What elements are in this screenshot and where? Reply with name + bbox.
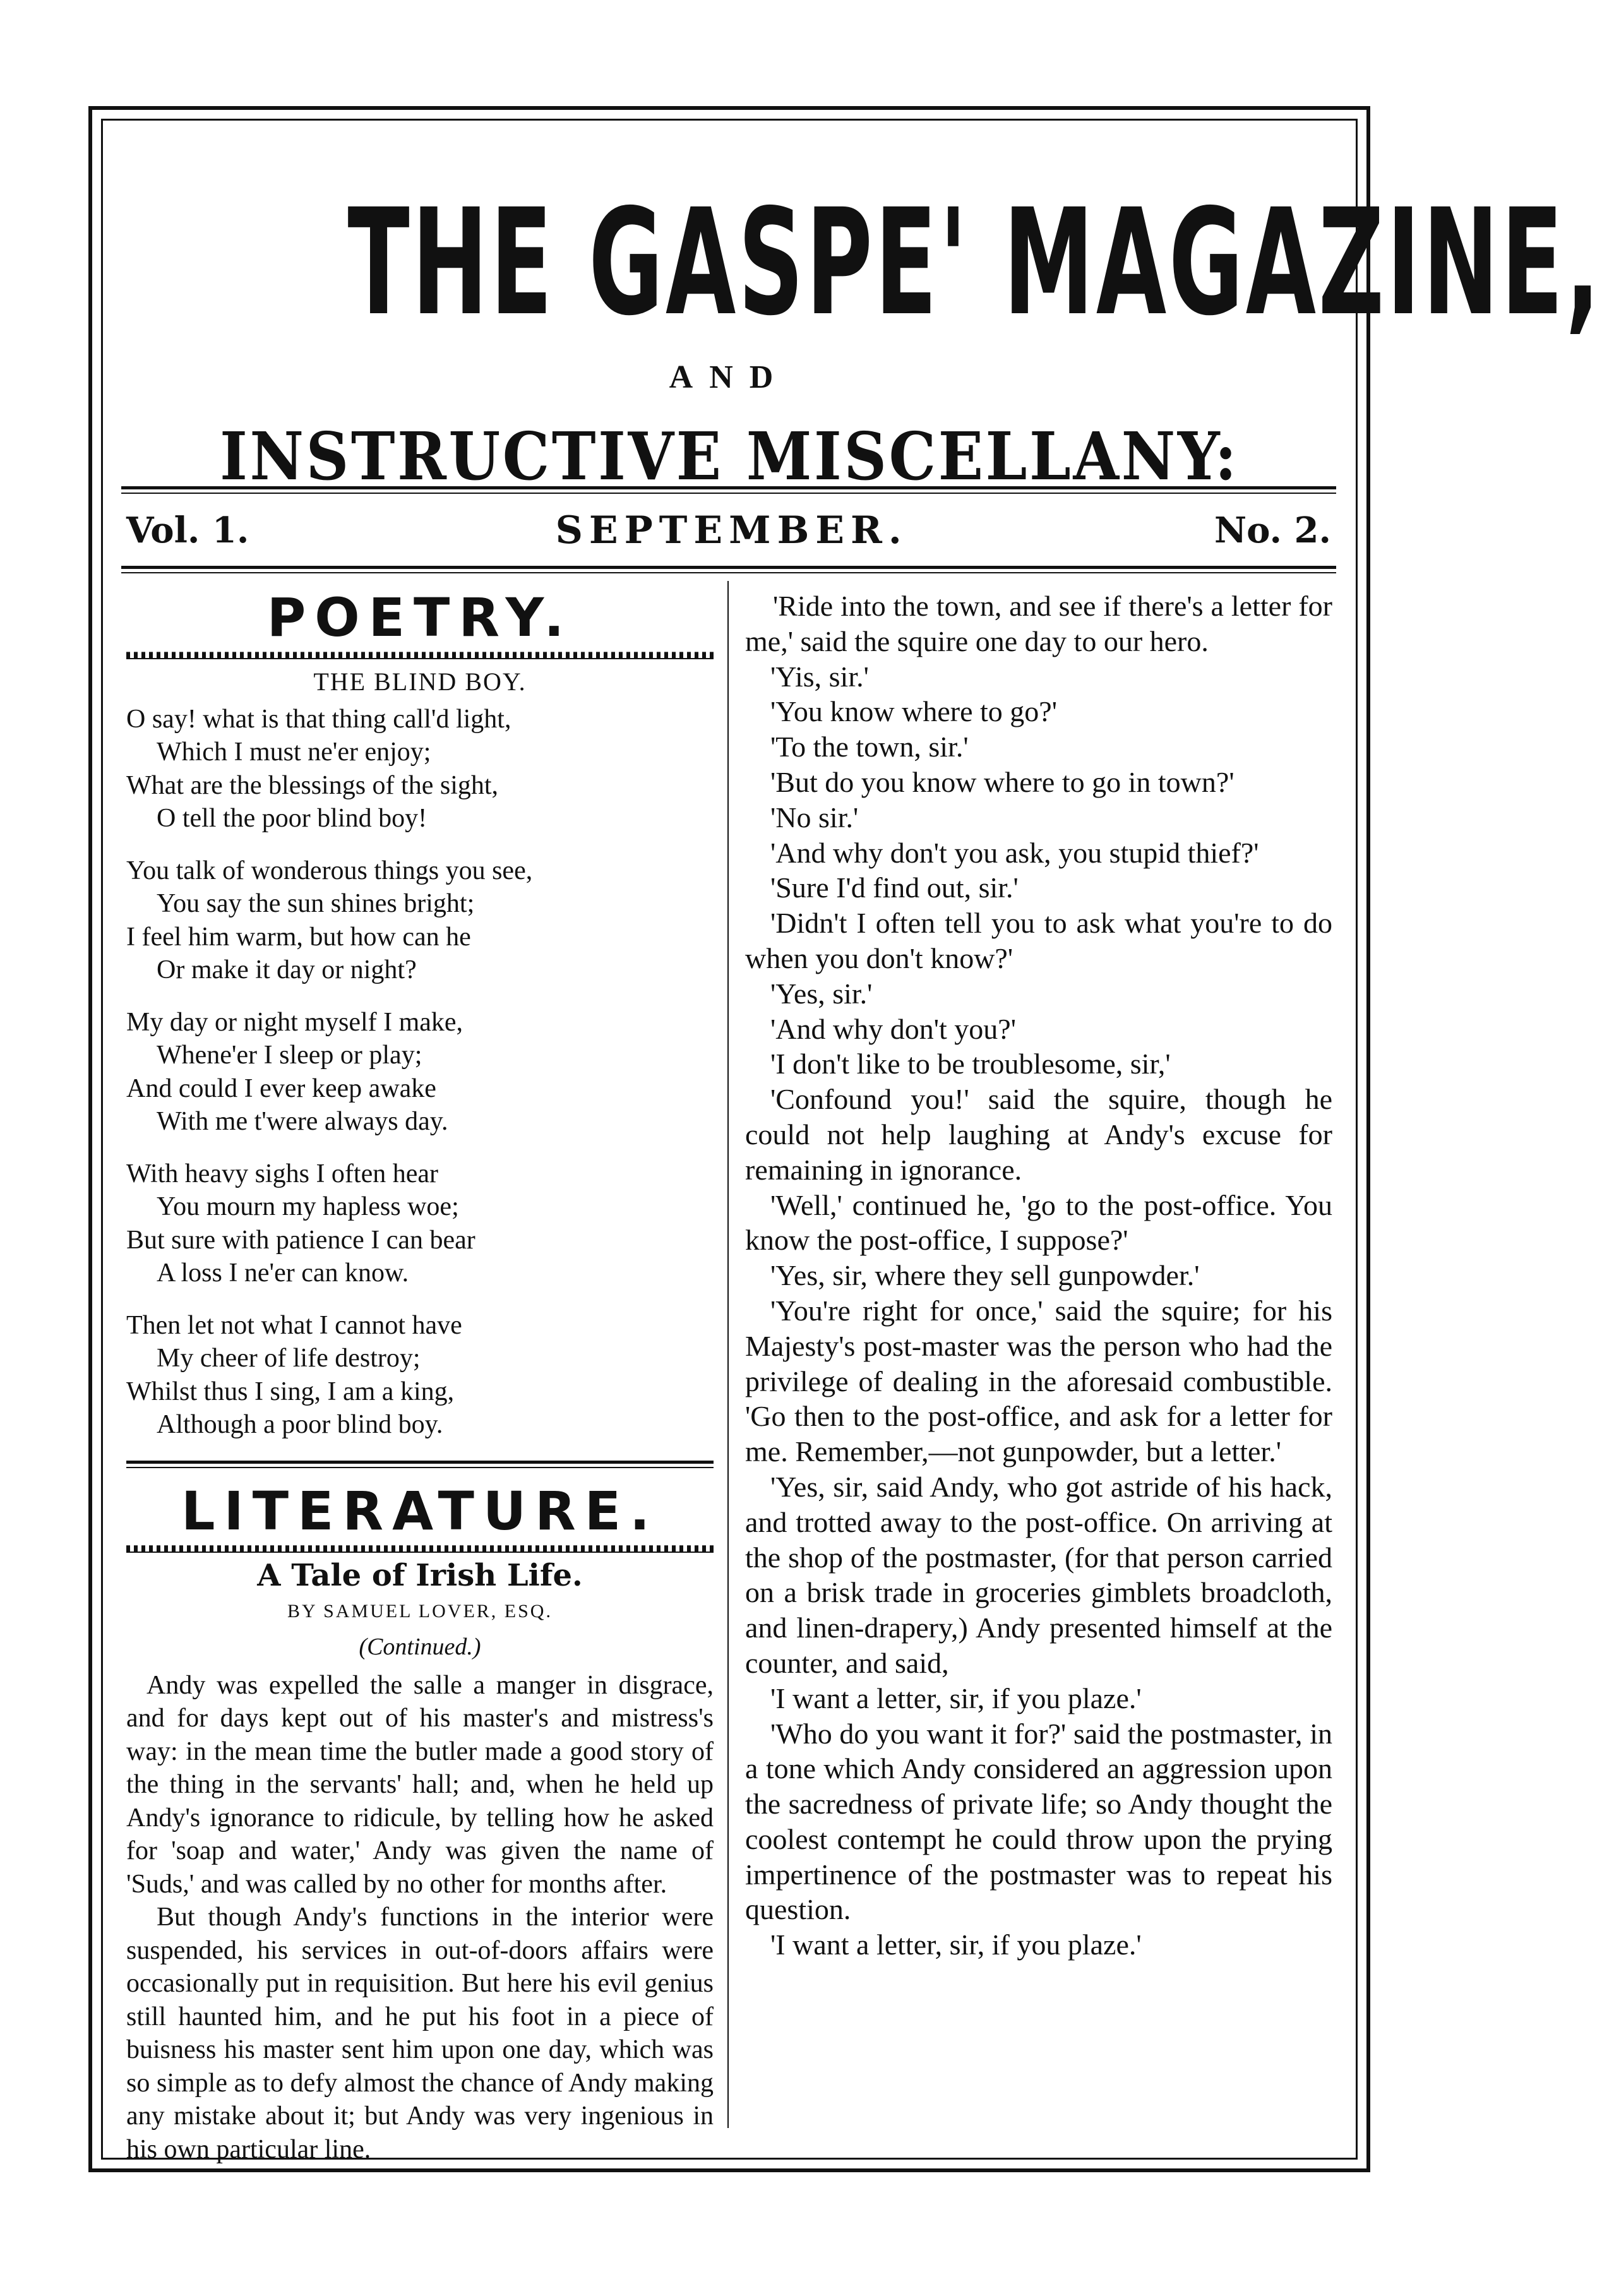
magazine-subtitle: INSTRUCTIVE MISCELLANY: [220,417,1239,495]
story-paragraph: 'Didn't I often tell you to ask what you're to do when you don't know?' [745,907,1332,974]
literature-heading: LITERATURE. [181,1480,659,1542]
poem-line: O tell the poor blind boy! [157,804,427,834]
section-rule [126,1461,714,1468]
literature-divider [126,1545,714,1553]
story-paragraph: But though Andy's functions in the interior were suspended, his services in out-of-doors affairs were occasionally put in requisition. But here his evil genius still haunted him, and he put his foot in a piece of buisness his master sent him upon one day, which was so simple as to defy almost the chance of Andy making any mistake about it; but Andy was very ingenious in his own particular line. [126,1903,714,2164]
poem-line: With heavy sighs I often hear [126,1159,438,1188]
masthead-rule-top [121,486,1336,494]
poetry-heading: POETRY. [266,587,573,649]
story-paragraph: 'You're right for once,' said the squire; for his Majesty's post-master was the person who had the privilege of dealing in the aforesaid combustible. 'Go then to the post-office, and ask for a letter for me. Remember,—not gunpowder, but a letter.' [745,1294,1332,1468]
poem-line: A loss I ne'er can know. [157,1259,409,1288]
poem-stanza [126,703,714,835]
poem-line: O say! what is that thing call'd light, [126,704,511,734]
poem-stanza [126,1006,714,1139]
story-paragraph: Andy was expelled the salle a manger in disgrace, and for days kept out of his master's and mistress's way: in the mean time the butler made a good story of the thing in the servants' hall; and, when he held up Andy's ignorance to ridicule, by telling how he asked for 'soap and water,' Andy was given the name of 'Suds,' and was called by no other for months after. [126,1670,714,1899]
story-paragraph: 'Yes, sir.' [770,977,873,1010]
poem-title: THE BLIND BOY. [313,667,527,697]
story-paragraph: 'Who do you want it for?' said the postmaster, in a tone which Andy considered an aggression upon the sacredness of private life; so Andy thought the coolest contempt he could throw upon the prying impertinence of the postmaster was to repeat his question. [745,1717,1332,1926]
poem-line: Whilst thus I sing, I am a king, [126,1377,455,1406]
masthead-rule-bottom [121,566,1336,573]
story-paragraph: 'I want a letter, sir, if you plaze.' [770,1682,1142,1714]
story-paragraph: 'But do you know where to go in town?' [770,765,1234,798]
volume-label: Vol. 1. [126,510,249,551]
poem-line: My cheer of life destroy; [157,1344,421,1373]
poem-line: And could I ever keep awake [126,1073,436,1103]
masthead-and: AND [669,359,790,395]
poem-line: You say the sun shines bright; [157,889,475,919]
masthead [114,177,1602,495]
story-paragraph: 'Yis, sir.' [770,660,869,693]
poem-stanza [126,1309,714,1442]
story-paragraph: 'Confound you!' said the squire, though he could not help laughing at Andy's excuse for remaining in ignorance. [745,1083,1332,1186]
story-paragraph: 'And why don't you ask, you stupid thief?' [770,836,1259,869]
poem-line: I feel him warm, but how can he [126,922,471,952]
poem-line: My day or night myself I make, [126,1007,463,1037]
story-paragraph: 'And why don't you?' [770,1012,1017,1045]
poem-stanza [126,854,714,987]
story-paragraph: 'I want a letter, sir, if you plaze.' [770,1928,1142,1961]
story-paragraph: 'No sir.' [770,801,859,834]
poem-line: With me t'were always day. [157,1107,448,1137]
left-column [126,589,714,2166]
poem-line: Or make it day or night? [157,955,417,985]
story-paragraph: 'Ride into the town, and see if there's a letter for me,' said the squire one day to our hero. [745,590,1332,657]
story-paragraph: 'Sure I'd find out, sir.' [770,871,1019,904]
poem-line: Which I must ne'er enjoy; [157,738,431,767]
poem-line: What are the blessings of the sight, [126,770,499,800]
issue-number: No. 2. [1214,510,1331,551]
story-paragraph: 'Well,' continued he, 'go to the post-office. You know the post-office, I suppose?' [745,1188,1332,1257]
poem-line: But sure with patience I can bear [126,1225,475,1255]
poem-line: Then let not what I cannot have [126,1310,462,1340]
author-byline: BY SAMUEL LOVER, ESQ. [287,1600,553,1622]
story-paragraph: 'To the town, sir.' [770,731,969,763]
issue-info-row [126,505,1331,556]
poem-line: Although a poor blind boy. [157,1410,443,1440]
poem-line: You talk of wonderous things you see, [126,856,533,885]
tale-title: A Tale of Irish Life. [257,1558,583,1594]
magazine-title: THE GASPE' MAGAZINE, [347,177,1602,348]
column-divider [727,581,729,2128]
continued-note: (Continued.) [359,1634,481,1661]
poem-line: You mourn my hapless woe; [157,1192,459,1222]
poetry-divider [126,652,714,659]
story-paragraph: 'Yes, sir, said Andy, who got astride of his hack, and trotted away to the post-office. On arriving at the shop of the postmaster, (for that person carried on a brisk trade in groceries gimblets broadcloth, and linen-drapery,) Andy presented himself at the counter, and said, [745,1470,1332,1679]
poem-line: Whene'er I sleep or play; [157,1041,422,1070]
issue-month: SEPTEMBER. [555,508,908,553]
poem-stanza [126,1157,714,1290]
story-paragraph: 'You know where to go?' [770,695,1057,728]
right-column [745,589,1332,1963]
story-paragraph: 'I don't like to be troublesome, sir,' [770,1048,1171,1080]
story-paragraph: 'Yes, sir, where they sell gunpowder.' [770,1259,1200,1292]
